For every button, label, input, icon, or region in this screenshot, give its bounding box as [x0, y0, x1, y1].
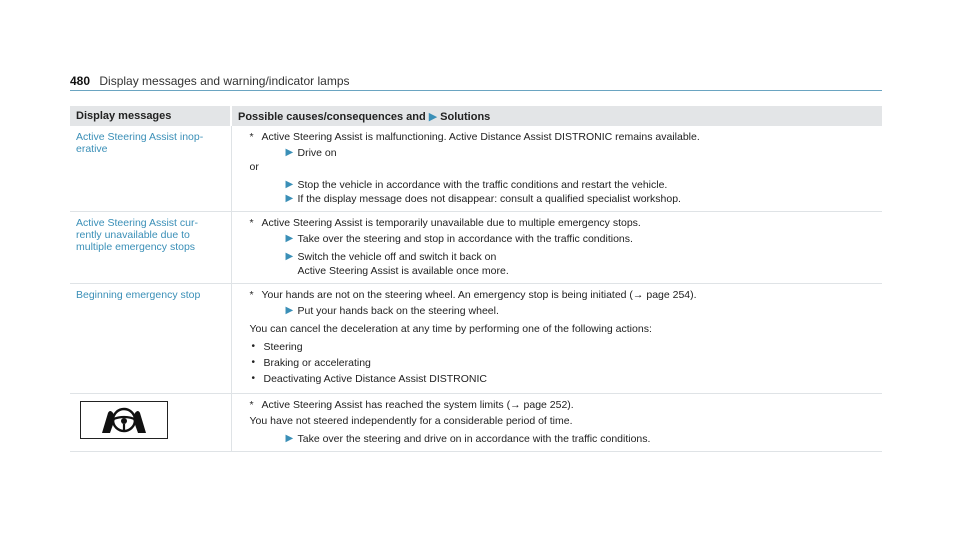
table-header-row: [70, 106, 882, 126]
page-header: [70, 74, 350, 88]
asterisk: *: [249, 217, 254, 229]
message-cell: [70, 394, 231, 452]
cause-cell: [231, 126, 882, 212]
arrow-icon: ▶: [285, 193, 294, 204]
table-row: [70, 394, 882, 452]
cause-cell: [231, 212, 882, 284]
page-title: Display messages and warning/indicator lamps: [99, 74, 350, 88]
col-header-messages: Display messages: [70, 106, 231, 126]
message-text: Active Steering Assist cur- rently unavailable due to multiple emergency stops: [76, 217, 198, 253]
bullet-text: Steering: [263, 341, 303, 353]
table-row: [70, 212, 882, 284]
arrow-icon: ▶: [285, 179, 294, 190]
header-rule: [70, 90, 882, 91]
asterisk: *: [249, 289, 254, 301]
step-text: Drive on: [297, 147, 337, 159]
step-text: Take over the steering and drive on in accordance with the traffic conditions.: [297, 433, 651, 445]
cause-text: Active Steering Assist is malfunctioning. Active Distance Assist DISTRONIC remains available.: [261, 131, 700, 143]
message-cell: [70, 126, 231, 212]
message-cell: [70, 284, 231, 394]
step-text: If the display message does not disappear: consult a qualified specialist workshop.: [297, 193, 681, 205]
note-text: You have not steered independently for a considerable period of time.: [249, 415, 573, 427]
step-text: Switch the vehicle off and switch it back on: [297, 251, 497, 263]
col-header-causes-label: Possible causes/consequences and: [238, 110, 426, 123]
asterisk: *: [249, 399, 254, 411]
bullet-text: Deactivating Active Distance Assist DISTRONIC: [263, 373, 487, 385]
cause-text: Your hands are not on the steering wheel. An emergency stop is being initiated (→ page 254).: [261, 289, 697, 301]
message-text: Beginning emergency stop: [76, 289, 201, 301]
cause-text: Active Steering Assist is temporarily unavailable due to multiple emergency stops.: [261, 217, 641, 229]
hands-on-steering-wheel-icon: [80, 401, 168, 439]
arrow-icon: ▶: [285, 251, 294, 262]
arrow-icon: ▶: [285, 305, 294, 316]
table-row: [70, 126, 882, 212]
arrow-icon: ▶: [285, 233, 294, 244]
page-number: 480: [70, 74, 91, 88]
step-text: Put your hands back on the steering wheel.: [297, 305, 499, 317]
message-cell: [70, 212, 231, 284]
step-text: Take over the steering and stop in accordance with the traffic conditions.: [297, 233, 633, 245]
col-header-solutions-label: Solutions: [440, 110, 491, 123]
arrow-icon: ▶: [285, 433, 294, 444]
or-text: or: [249, 161, 259, 173]
col-header-causes: [231, 106, 882, 126]
bullet-text: Braking or accelerating: [263, 357, 371, 369]
bullet-icon: •: [251, 357, 256, 368]
cause-text: Active Steering Assist has reached the system limits (→ page 252).: [261, 399, 574, 411]
bullet-icon: •: [251, 373, 256, 384]
cause-cell: [231, 394, 882, 452]
bullet-icon: •: [251, 341, 256, 352]
table-row: [70, 284, 882, 394]
arrow-icon: ▶: [428, 110, 438, 123]
asterisk: *: [249, 131, 254, 143]
step-continuation: Active Steering Assist is available once more.: [297, 265, 509, 277]
message-text: Active Steering Assist inop- erative: [76, 131, 204, 155]
cause-cell: [231, 284, 882, 394]
step-text: Stop the vehicle in accordance with the traffic conditions and restart the vehicle.: [297, 179, 668, 191]
note-text: You can cancel the deceleration at any time by performing one of the following actions:: [249, 323, 652, 335]
display-messages-table: [70, 106, 882, 452]
arrow-icon: ▶: [285, 147, 294, 158]
